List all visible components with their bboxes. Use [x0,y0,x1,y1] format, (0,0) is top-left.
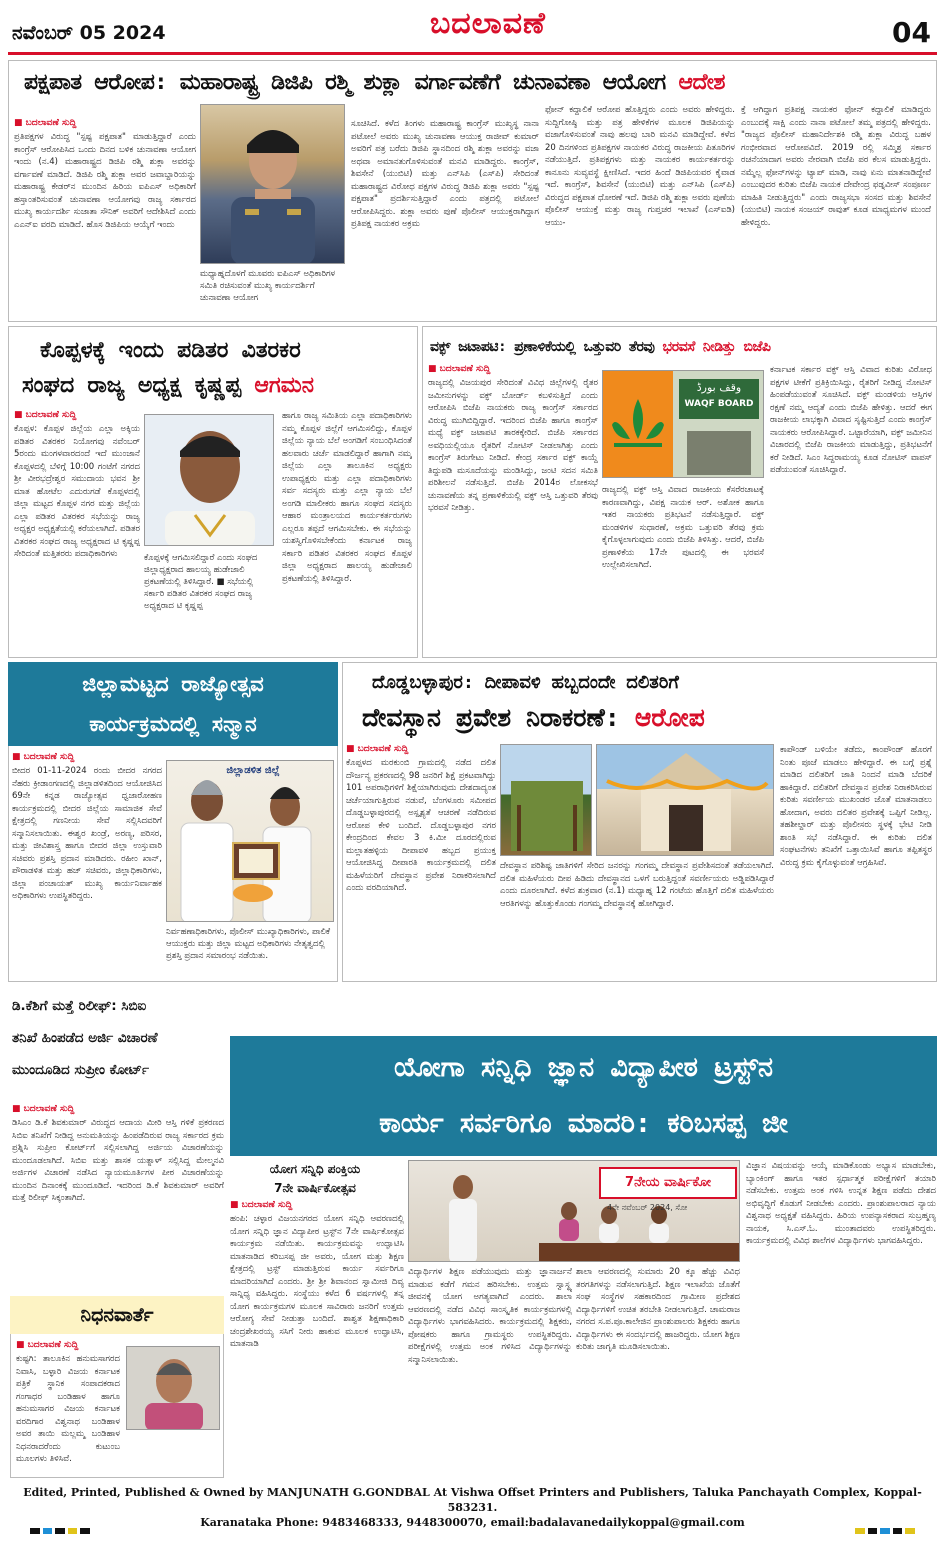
story-waqf-headline-accent: ಭರವಸೆ ನೀಡಿತ್ತು ಬಿಜೆಪಿ [662,339,771,355]
story-temple-headline-line1: ದೊಡ್ಡಬಳ್ಳಾಪುರ: ದೀಪಾವಳಿ ಹಬ್ಬದಂದೇ ದಲಿತರಿಗೆ [372,672,679,693]
story-temple-headline-accent: ಆರೋಪ [634,703,705,732]
story-dgp-byline: ■ ಬದಲಾವಣೆ ಸುದ್ದಿ [14,118,77,128]
story-waqf-col3-text: ಕರ್ನಾಟಕ ಸರ್ಕಾರ ವಕ್ಫ್ ಆಸ್ತಿ ವಿವಾದ ಕುರಿತು ವಿರೋಧ ಪಕ್ಷಗಳ ಟೀಕೆಗೆ ಪ್ರತಿಕ್ರಿಯಿಸಿದ್ದು, ರೈತರಿಗೆ ನೀಡಿದ್ದ ನೋಟಿಸ್ ಹಿಂಪಡೆಯುವಂತೆ ಸೂಚಿಸಿದೆ. ವಕ್ಫ್ ಮಂಡಳಿಯ ಆಸ್ತಿಗಳ ರಕ್ಷಣೆ ನಮ್ಮ ಆದ್ಯತೆ ಎಂದು ಬಿಜೆಪಿ ಹೇಳಿತ್ತು. ಆದರೆ ಈಗ ರಾಜಕೀಯ ಲಾಭಕ್ಕಾಗಿ ವಿವಾದ ಸೃಷ್ಟಿಸುತ್ತಿದೆ ಎಂದು ಕಾಂಗ್ರೆಸ್ ನಾಯಕರು ಆರೋಪಿಸಿದ್ದಾರೆ. ಒಟ್ಟಾರೆಯಾಗಿ, ವಕ್ಫ್ ಜಮೀನಿನ ವಿಚಾರದಲ್ಲಿ ಬಿಜೆಪಿ ರಾಜಕೀಯ ಮಾಡುತ್ತಿದ್ದು, ಪ್ರತಿಭಟನೆಗೆ ಕರೆ ನೀಡಿದೆ. ಸಿಎಂ ಸಿದ್ದರಾಮಯ್ಯ ಕೂಡ ನೋಟಿಸ್ ವಾಪಸ್ ಪಡೆಯುವಂತೆ ಸೂಚಿಸಿದ್ದಾರೆ. [770,365,932,475]
waqf-sign-text: WAQF BOARD [684,399,754,409]
president-portrait-illustration [145,415,274,546]
story-waqf-col3 [770,364,932,654]
story-temple-photo-right [596,744,774,856]
story-dgp-col3-text: ಸೂಚಿಸಿದೆ. ಕಳೆದ ತಿಂಗಳು ಮಹಾರಾಷ್ಟ್ರ ಕಾಂಗ್ರೆಸ್ ಮುಖ್ಯಸ್ಥ ನಾನಾ ಪಟೋಲೆ ಅವರು ಮುಖ್ಯ ಚುನಾವಣಾ ಆಯುಕ್ತ ರಾಜೀವ್ ಕುಮಾರ್ ಅವರಿಗೆ ಪತ್ರ ಬರೆದು ಡಿಜಿಪಿ ಸ್ಥಾನದಿಂದ ರಶ್ಮಿ ಶುಕ್ಲಾ ಅವರನ್ನು ವಜಾ ಅಥವಾ ಅಮಾನತುಗೊಳಿಸುವಂತೆ ಮನವಿ ಮಾಡಿದ್ದರು. ಕಾಂಗ್ರೆಸ್, ಶಿವಸೇನೆ (ಯುಬಿಟಿ) ಮತ್ತು ಎನ್‌ಸಿಪಿ (ಎಸ್‌ಪಿ) ಸೇರಿದಂತೆ ಮಹಾರಾಷ್ಟ್ರದ ವಿರೋಧ ಪಕ್ಷಗಳ ವಿರುದ್ಧ ಡಿಜಿಪಿ ಶುಕ್ಲಾ ಅವರು "ಸ್ಪಷ್ಟ ಪಕ್ಷಪಾತ" ಪ್ರದರ್ಶಿಸುತ್ತಿದ್ದಾರೆ ಎಂದು ಪತ್ರದಲ್ಲಿ ಪಟೋಲೆ ಆರೋಪಿಸಿದ್ದರು. ಶುಕ್ಲಾ ಅವರು ಪುಣೆ ಪೊಲೀಸ್ ಆಯುಕ್ತರಾಗಿದ್ದಾಗ ಪ್ರತಿಪಕ್ಷ ನಾಯಕರ ಅಕ್ರಮ [351,119,539,229]
story-dks-byline: ■ ಬದಲಾವಣೆ ಸುದ್ದಿ [12,1104,75,1114]
story-dgp-photo [200,104,345,264]
story-ration-col3-text: ಹಾಗೂ ರಾಜ್ಯ ಸಮಿತಿಯ ಎಲ್ಲಾ ಪದಾಧಿಕಾರಿಗಳು ನಮ್ಮ ಕೊಪ್ಪಳ ಜಿಲ್ಲೆಗೆ ಆಗಮಿಸಲಿದ್ದು, ಕೊಪ್ಪಳ ಜಿಲ್ಲೆಯ ನ್ಯಾಯ ಬೆಲೆ ಅಂಗಡಿಗೆ ಸಂಬಂಧಿಸಿದಂತೆ ಹಲವಾರು ಚರ್ಚೆ ಮಾಡಲಿದ್ದಾರೆ ಹಾಗಾಗಿ ನಮ್ಮ ಜಿಲ್ಲೆಯ ಎಲ್ಲಾ ತಾಲೂಕಿನ ಅಧ್ಯಕ್ಷರು ಉಪಾಧ್ಯಕ್ಷರು ಮತ್ತು ಎಲ್ಲಾ ಪದಾಧಿಕಾರಿಗಳು ಸರ್ವ ಸದಸ್ಯರು ಮತ್ತು ಎಲ್ಲಾ ನ್ಯಾಯ ಬೆಲೆ ಅಂಗಡಿ ಮಾಲೀಕರು ಹಾಗೂ ಸಂಘದ ಸದಸ್ಯರು ಆಹಾರ ಮಂತ್ರಾಲಯದ ಕಾರ್ಯಕರ್ತರುಗಳು ಎಲ್ಲರೂ ತಪ್ಪದೆ ಆಗಮಿಸಬೇಕು. ಈ ಸಭೆಯನ್ನು ಯಶಸ್ವಿಗೊಳಿಸಬೇಕೆಂದು ಕರ್ನಾಟಕ ರಾಜ್ಯ ಸರ್ಕಾರಿ ಪಡಿತರ ವಿತರಕರ ಸಂಘದ ಕೊಪ್ಪಳ ಜಿಲ್ಲಾ ಅಧ್ಯಕ್ಷರಾದ ಹಾಲಯ್ಯ ಹುಡೇಜಾಲಿ ಪ್ರಕಟಣೆಯಲ್ಲಿ ತಿಳಿಸಿದ್ದಾರೆ. [282,411,412,584]
story-yoga-col4 [746,1160,936,1482]
imprint-line1: Edited, Printed, Published & Owned by MANJUNATH G.GONDBAL At Vishwa Offset Printers and Publishers, Taluka Panchayath Complex, Koppal-583231. [23,1486,922,1514]
story-yoga-col3 [576,1266,740,1482]
page-number: 04 [892,16,931,49]
imprint-footer [0,1485,945,1542]
story-waqf-byline: ■ ಬದಲಾವಣೆ ಸುದ್ದಿ [428,364,491,374]
temple-gate-illustration [597,745,774,856]
temple-canopy-illustration [501,745,592,856]
story-dks-headline-line3: ಮುಂದೂಡಿದ ಸುಪ್ರೀಂ ಕೋರ್ಟ್ [12,1062,149,1078]
story-yoga-subheading [230,1160,400,1198]
ceremony-backdrop-text: ಜಿಲ್ಲಾಡಳಿತ ಜಿಲ್ಲೆ [226,765,280,776]
waqf-sign-urdu: وقف بورڈ [696,381,742,394]
story-yoga-col4-text: ವಿಜ್ಞಾನ ವಿಷಯವನ್ನು ಆಯ್ಕೆ ಮಾಡಿಕೊಂಡು ಅಭ್ಯಾಸ ಮಾಡಬೇಕು, ಬ್ಯಾಂಕಿಂಗ್ ಹಾಗೂ ಇತರ ಸ್ಪರ್ಧಾತ್ಮಕ ಪರೀಕ್ಷೆಗಳಿಗೆ ತಯಾರಿ ನಡೆಸಬೇಕು. ಉತ್ತಮ ಅಂಕ ಗಳಿಸಿ ಉನ್ನತ ಶಿಕ್ಷಣ ಪಡೆದು ದೇಶದ ಅಭಿವೃದ್ಧಿಗೆ ಕೊಡುಗೆ ನೀಡಬೇಕು ಎಂದರು. ಪ್ರಾಂಶುಪಾಲರಾದ ನ್ಯಾಯ ವಿಶ್ವನಾಥ ಅಧ್ಯಕ್ಷತೆ ವಹಿಸಿದ್ದರು. ಹಿರಿಯ ಉಪನ್ಯಾಸಕರಾದ ಸುಬ್ರಹ್ಮಣ್ಯ ನಾಯಕ, ಸಿ.ಎಸ್.ಓ. ಮುಂತಾದವರು ಉಪಸ್ಥಿತರಿದ್ದರು. ಕಾರ್ಯಕ್ರಮದಲ್ಲಿ ವಿವಿಧ ಶಾಲೆಗಳ ವಿದ್ಯಾರ್ಥಿಗಳು ಭಾಗವಹಿಸಿದ್ದರು. [746,1161,936,1246]
story-ration-col3 [282,410,412,654]
story-dgp-headline-accent: ಆದೇಶ [678,70,725,95]
story-dks-headline-line2: ತನಿಖೆ ಹಿಂಪಡೆದ ಅರ್ಜಿ ವಿಚಾರಣೆ [12,1030,158,1046]
story-obituary-body [16,1340,120,1476]
story-ration-col1 [14,410,140,654]
story-temple-col3-text: ಕಾಪೌಂಡ್ ಬಳಿಯೇ ತಡೆದು, ಕಾಂಪೌಂಡ್ ಹೊರಗೆ ನಿಂತು ಪೂಜೆ ಮಾಡಲು ಹೇಳಿದ್ದಾರೆ. ಈ ಬಗ್ಗೆ ಪ್ರಶ್ನೆ ಮಾಡಿದ ದಲಿತರಿಗೆ ಜಾತಿ ನಿಂದನೆ ಮಾಡಿ ಬೆದರಿಕೆ ಹಾಕಿದ್ದಾರೆ. ದಲಿತರಿಗೆ ದೇವಸ್ಥಾನ ಪ್ರವೇಶ ನಿರಾಕರಿಸಿರುವ ಕುರಿತು ಸವರ್ಣೀಯ ಮುಖಂಡರ ಜೊತೆ ಮಾತನಾಡಲು ಹೋದಾಗ, ಅವರು ದಲಿತರ ಪ್ರವೇಶಕ್ಕೆ ಒಪ್ಪಿಗೆ ನೀಡಿಲ್ಲ. ತಹಶೀಲ್ದಾರ್ ಮತ್ತು ಪೊಲೀಸರು ಸ್ಥಳಕ್ಕೆ ಭೇಟಿ ನೀಡಿ ಶಾಂತಿ ಸಭೆ ನಡೆಸಿದ್ದಾರೆ. ಈ ಕುರಿತು ದಲಿತ ಸಂಘಟನೆಗಳು ತನಿಖೆಗೆ ಒತ್ತಾಯಿಸಿವೆ ಹಾಗೂ ತಪ್ಪಿತಸ್ಥರ ವಿರುದ್ಧ ಕ್ರಮ ಕೈಗೊಳ್ಳುವಂತೆ ಆಗ್ರಹಿಸಿವೆ. [780,745,932,868]
story-waqf-headline-text: ವಕ್ಫ್ ಜಟಾಪಟಿ: ಪ್ರಣಾಳಿಕೆಯಲ್ಲಿ ಒತ್ತುವರಿ ತೆರವು [430,339,655,355]
story-dgp-headline [24,66,929,100]
story-dks-headline-line1: ಡಿ.ಕೆಶಿಗೆ ಮತ್ತೆ ರಿಲೀಫ್: ಸಿಬಿಐ [12,998,147,1014]
story-rajyotsava-col1-text: ಬೀದರ 01-11-2024 ರಂದು ಬೀದರ ನಗರದ ನೆಹರು ಕ್ರೀಡಾಂಗಣದಲ್ಲಿ ಜಿಲ್ಲಾಡಳಿತದಿಂದ ಆಯೋಜಿಸಿದ 69ನೇ ಕನ್ನಡ ರಾಜ್ಯೋತ್ಸವ ಧ್ವಜಾರೋಹಣ ಕಾರ್ಯಕ್ರಮದಲ್ಲಿ ಬೀದರ ಜಿಲ್ಲೆಯ ಸಾಮಾಜಿಕ ಸೇವೆ ಕ್ಷೇತ್ರದಲ್ಲಿ ಗಣನೀಯ ಸೇವೆ ಸಲ್ಲಿಸಿದವರಿಗೆ ಸನ್ಮಾನಿಸಲಾಯಿತು. ಈಶ್ವರ ಖಂಡ್ರೆ, ಅರಣ್ಯ, ಪರಿಸರ, ಮತ್ತು ಜೀವಿಶಾಸ್ತ್ರ ಹಾಗೂ ಬೀದರ ಜಿಲ್ಲಾ ಉಸ್ತುವಾರಿ ಸಚಿವರು ಪ್ರಶಸ್ತಿ ಪ್ರದಾನ ಮಾಡಿದರು. ರಹೀಂ ಖಾನ್, ಪೌರಾಡಳಿತ ಮತ್ತು ಹಜ್ ಸಚಿವರು, ಜಿಲ್ಲಾಧಿಕಾರಿಗಳು, ಜಿಲ್ಲಾ ಪಂಚಾಯತ್ ಮುಖ್ಯ ಕಾರ್ಯನಿರ್ವಾಹಕ ಅಧಿಕಾರಿಗಳು ಉಪಸ್ಥಿತರಿದ್ದರು. [12,766,162,901]
story-temple-col2 [500,860,774,978]
story-rajyotsava-headline-band [8,662,338,746]
story-temple-photo-left [500,744,592,856]
story-obituary-byline: ■ ಬದಲಾವಣೆ ಸುದ್ದಿ [16,1340,79,1350]
newspaper-logo: ಬದಲಾವಣೆ [430,6,546,41]
story-rajyotsava-photo [166,760,334,922]
story-dgp-col4-text: ಫೋನ್ ಕದ್ದಾಲಿಕೆ ಆರೋಪ ಹೊತ್ತಿದ್ದರು ಎಂದು ಅವರು ಹೇಳಿದ್ದರು. ಸುದ್ದಿಗೋಷ್ಠಿ ಮತ್ತು ಪತ್ರ ಹೇಳಿಕೆಗಳ ಮೂಲಕ ಡಿಜಿಪಿಯನ್ನು ವಜಾಗೊಳಿಸುವಂತೆ ನಾವು ಹಲವು ಬಾರಿ ಮನವಿ ಮಾಡಿದ್ದೇವೆ. ಕಳೆದ 20 ದಿನಗಳಿಂದ ಪ್ರತಿಪಕ್ಷಗಳ ನಾಯಕರ ವಿರುದ್ಧ ರಾಜಕೀಯ ಪಿತೂರಿಗಳ ನಡೆಯುತ್ತಿದೆ. ಪ್ರತಿಪಕ್ಷಗಳು ಮತ್ತು ನಾಯಕರ ಕಾರ್ಯಕರ್ತರನ್ನು ಕಾನೂನು ಸುವ್ಯವಸ್ಥೆ ಕ್ಷೀಣಿಸಿದೆ. ಇದರ ಹಿಂದೆ ಡಿಜಿಪಿಯವರ ಕೈವಾಡ ಇದೆ. ಕಾಂಗ್ರೆಸ್, ಶಿವಸೇನೆ (ಯುಬಿಟಿ) ಮತ್ತು ಎನ್‌ಸಿಪಿ (ಎಸ್‌ಪಿ) ವಿರುದ್ಧದ ಪಕ್ಷಪಾತ ಧೋರಣೆ ಇದೆ. ಡಿಜಿಪಿ ರಶ್ಮಿ ಶುಕ್ಲಾ ಅವರು ಪುಣೆಯ ಪೊಲೀಸ್ ಆಯುಕ್ತೆ ಮತ್ತು ರಾಜ್ಯ ಗುಪ್ತಚರ ಇಲಾಖೆ (ಎಸ್‌ಐಡಿ) ಆಯು- [545,105,735,228]
story-yoga-subheading-line2: 7ನೇ ವಾರ್ಷಿಕೋತ್ಸವ [274,1181,356,1195]
story-waqf-col1-text: ರಾಜ್ಯದಲ್ಲಿ ವಿಜಯಪುರ ಸೇರಿದಂತೆ ವಿವಿಧ ಜಿಲ್ಲೆಗಳಲ್ಲಿ ರೈತರ ಜಮೀನುಗಳನ್ನು ವಕ್ಫ್ ಬೋರ್ಡ್ ಕಬಳಿಸುತ್ತಿದೆ ಎಂದು ಆರೋಪಿಸಿ ಬಿಜೆಪಿ ನಾಯಕರು ರಾಜ್ಯ ಕಾಂಗ್ರೆಸ್ ಸರ್ಕಾರದ ವಿರುದ್ಧ ಮುಗಿಬಿದ್ದಿದ್ದಾರೆ. ಇದರಿಂದ ಬಿಜೆಪಿ ಹಾಗೂ ಕಾಂಗ್ರೆಸ್ ಮಧ್ಯೆ ವಕ್ಫ್ ಜಟಾಪಟಿ ತಾರಕಕ್ಕೇರಿದೆ. ಬಿಜೆಪಿ ಸರ್ಕಾರದ ಅವಧಿಯಲ್ಲಿಯೂ ರೈತರಿಗೆ ನೋಟಿಸ್ ನೀಡಲಾಗಿತ್ತು ಎಂದು ಕಾಂಗ್ರೆಸ್ ತಿರುಗೇಟು ನೀಡಿದೆ. ಕೇಂದ್ರ ಸರ್ಕಾರ ವಕ್ಫ್ ಕಾಯ್ದೆ ತಿದ್ದುಪಡಿ ಮಸೂದೆಯನ್ನು ಮಂಡಿಸಿದ್ದು, ಜಂಟಿ ಸದನ ಸಮಿತಿ ಪರಿಶೀಲನೆ ನಡೆಸುತ್ತಿದೆ. ಬಿಜೆಪಿ 2014ರ ಲೋಕಸಭೆ ಚುನಾವಣೆಯ ತನ್ನ ಪ್ರಣಾಳಿಕೆಯಲ್ಲಿ ವಕ್ಫ್ ಆಸ್ತಿ ಒತ್ತುವರಿ ತೆರವು ಭರವಸೆ ನೀಡಿತ್ತು. [428,378,598,513]
story-waqf-headline [430,334,930,360]
story-yoga-col2-text: ವಿದ್ಯಾರ್ಥಿಗಳ ಶಿಕ್ಷಣ ಪಡೆಯುವುದು ಮತ್ತು ಜ್ಞಾನಾರ್ಜನೆ ಮಾಡುವ ಕಡೆಗೆ ಗಮನ ಹರಿಸಬೇಕು. ಉತ್ತಮ ಸ್ವಾಸ್ಥ್ಯ ಜೀವನಕ್ಕೆ ಯೋಗ ಅಗತ್ಯವಾಗಿದೆ ಎಂದರು. ಶಾಲಾ ಆವರಣದಲ್ಲಿ ನಡೆದ ವಿವಿಧ ಸಾಂಸ್ಕೃತಿಕ ಕಾರ್ಯಕ್ರಮಗಳಲ್ಲಿ ವಿದ್ಯಾರ್ಥಿಗಳು ಭಾಗವಹಿಸಿದರು. ಕಾರ್ಯಕ್ರಮದಲ್ಲಿ ಶಿಕ್ಷಕರು, ಪೋಷಕರು ಹಾಗೂ ಗ್ರಾಮಸ್ಥರು ಉಪಸ್ಥಿತರಿದ್ದರು. ಪರೀಕ್ಷೆಗಳಲ್ಲಿ ಉತ್ತಮ ಅಂಕ ಗಳಿಸಿದ ವಿದ್ಯಾರ್ಥಿಗಳನ್ನು ಸನ್ಮಾನಿಸಲಾಯಿತು. [408,1267,572,1365]
story-obituary-body-text: ಕುಷ್ಟಗಿ: ತಾಲೂಕಿನ ಹನುಮಸಾಗರದ ನಿವಾಸಿ, ಬಳ್ಳಾರಿ ವಿಜಯ ಕರ್ನಾಟಕ ಪತ್ರಿಕೆ ಸ್ಥಾನಿಕ ಸಂಪಾದಕರಾದ ಗಂಗಾಧರ ಬಂಡಿಹಾಳ ಹಾಗೂ ಹನುಮಸಾಗರ ವಿಜಯ ಕರ್ನಾಟಕ ವರದಿಗಾರ ವಿಶ್ವನಾಥ ಬಂಡಿಹಾಳ ಅವರ ತಾಯಿ ಮಲ್ಲಮ್ಮ ಬಂಡಿಹಾಳ ನಿಧನರಾದರೆಂದು ಕುಟುಂಬ ಮೂಲಗಳು ತಿಳಿಸಿವೆ. [16,1354,120,1464]
story-ration-headline-line2-text: ಸಂಘದ ರಾಜ್ಯ ಅಧ್ಯಕ್ಷ ಕೃಷ್ಣಪ್ಪ [22,373,242,398]
registration-marks-left [30,1528,90,1534]
story-ration-headline-accent: ಆಗಮನ [254,373,314,398]
story-rajyotsava-col1 [12,752,162,978]
masthead [0,0,945,60]
story-rajyotsava-headline-line1: ಜಿಲ್ಲಾಮಟ್ಟದ ರಾಜ್ಯೋತ್ಸವ [82,672,264,696]
story-yoga-headline-line1: ಯೋಗಾ ಸನ್ನಿಧಿ ಜ್ಞಾನ ವಿದ್ಯಾಪೀಠ ಟ್ರಸ್ಟ್‌ನ [393,1052,774,1083]
story-yoga-subheading-line1: ಯೋಗ ಸನ್ನಿಧಿ ಪಂಕ್ತಿಯ [269,1162,361,1176]
masthead-rule [8,52,937,55]
story-temple-col3 [780,744,932,978]
anniversary-banner-date: 4ನೇ ನವೆಂಬರ್ 2024, ಸೋ [607,1203,688,1212]
story-temple-byline: ■ ಬದಲಾವಣೆ ಸುದ್ದಿ [346,744,409,754]
story-temple-headline-line2-text: ದೇವಸ್ಥಾನ ಪ್ರವೇಶ ನಿರಾಕರಣೆ: [362,703,620,732]
award-ceremony-illustration [167,761,334,922]
story-ration-byline: ■ ಬದಲಾವಣೆ ಸುದ್ದಿ [14,410,77,420]
story-temple-col2-text: ದೇವಸ್ಥಾನ ಪರಿಶಿಷ್ಟ ಜಾತಿಗಳಿಗೆ ಸೇರಿದ ಜನರನ್ನು ಗಂಗಮ್ಮ ದೇವಸ್ಥಾನ ಪ್ರವೇಶಿಸದಂತೆ ತಡೆಯಲಾಗಿದೆ. ದಲಿತ ಮಹಿಳೆಯರು ದೀಪ ಹಿಡಿದು ದೇವಸ್ಥಾನದ ಒಳಗೆ ಬರುತ್ತಿದ್ದಂತೆ ಸವರ್ಣೀಯರು ಅಡ್ಡಿಪಡಿಸಿದ್ದಾರೆ ಎಂದು ದೂರಲಾಗಿದೆ. ಕಳೆದ ಶುಕ್ರವಾರ (ನ.1) ಮಧ್ಯಾಹ್ನ 12 ಗಂಟೆಯ ಹೊತ್ತಿಗೆ ದಲಿತ ಮಹಿಳೆಯರು ಆರತಿಗಳನ್ನು ಹೊತ್ತುಕೊಂಡು ಗಂಗಮ್ಮ ದೇವಸ್ಥಾನಕ್ಕೆ ಹೋಗಿದ್ದಾರೆ. [500,861,774,909]
story-yoga-photo [408,1160,740,1262]
story-waqf-col1 [428,364,598,654]
officer-portrait-illustration [201,105,345,264]
story-ration-photo-caption: ಕೊಪ್ಪಳಕ್ಕೆ ಆಗಮಿಸಲಿದ್ದಾರೆ ಎಂದು ಸಂಘದ ಜಿಲ್ಲಾಧ್ಯಕ್ಷರಾದ ಹಾಲಯ್ಯ ಹುಡೇಜಾಲಿ ಪ್ರಕಟಣೆಯಲ್ಲಿ ತಿಳಿಸಿದ್ದಾರೆ. ■ ಸಭೆಯಲ್ಲಿ ಸರ್ಕಾರಿ ಪಡಿತರ ವಿತರಕರ ಸಂಘದ ರಾಜ್ಯ ಅಧ್ಯಕ್ಷರಾದ ಟಿ ಕೃಷ್ಣಪ್ಪ [144,553,258,611]
story-waqf-photo [602,370,764,478]
issue-date: ನವೆಂಬರ್ 05 2024 [12,22,166,44]
story-dgp-col4 [545,104,735,318]
story-yoga-col1-text: ಹಂಪಿ: ಚಳ್ಳಾರ ವಿಜಯನಗರದ ಯೋಗ ಸನ್ನಿಧಿ ಆವರಣದಲ್ಲಿ ಯೋಗ ಸನ್ನಿಧಿ ಜ್ಞಾನ ವಿದ್ಯಾಪೀಠ ಟ್ರಸ್ಟ್‌ನ 7ನೇ ವಾರ್ಷಿಕೋತ್ಸವ ಕಾರ್ಯಕ್ರಮ ನಡೆಯಿತು. ಕಾರ್ಯಕ್ರಮವನ್ನು ಉದ್ಘಾಟಿಸಿ ಮಾತನಾಡಿದ ಕರಿಬಸಪ್ಪ ಜೀ ಅವರು, ಯೋಗ ಮತ್ತು ಶಿಕ್ಷಣ ಕ್ಷೇತ್ರದಲ್ಲಿ ಟ್ರಸ್ಟ್ ಮಾಡುತ್ತಿರುವ ಕಾರ್ಯ ಸರ್ವರಿಗೂ ಮಾದರಿಯಾಗಿದೆ ಎಂದರು. ಶ್ರೀ ಶ್ರೀ ಶಿವಾನಂದ ಸ್ವಾಮೀಜಿ ದಿವ್ಯ ಸಾನ್ನಿಧ್ಯ ವಹಿಸಿದ್ದರು. ಸಂಸ್ಥೆಯು ಕಳೆದ 6 ವರ್ಷಗಳಲ್ಲಿ ತನ್ನ ಯೋಗ ಕಾರ್ಯಕ್ರಮಗಳ ಮೂಲಕ ಸಾವಿರಾರು ಜನರಿಗೆ ಉತ್ತಮ ಆರೋಗ್ಯ ಸೇವೆ ನೀಡುತ್ತಾ ಬಂದಿದೆ. ಶಾಶ್ವತ ಶಿಕ್ಷಣಾಧಿಕಾರಿ ಚಂದ್ರಶೇಖರಯ್ಯ ಸಸಿಗೆ ನೀರು ಹಾಕುವ ಮೂಲಕ ಉದ್ಘಾಟಿಸಿ, ಮಾತನಾಡಿ [230,1214,404,1349]
story-yoga-byline: ■ ಬದಲಾವಣೆ ಸುದ್ದಿ [230,1200,293,1210]
imprint-line2: Karanataka Phone: 9483468333, 9448300070, email:badalavanedailykoppal@gmail.com [200,1516,745,1529]
story-dks-body-text: ಡಿಸಿಎಂ ಡಿ.ಕೆ ಶಿವಕುಮಾರ್ ವಿರುದ್ಧದ ಆದಾಯ ಮೀರಿ ಆಸ್ತಿ ಗಳಿಕೆ ಪ್ರಕರಣದ ಸಿಬಿಐ ತನಿಖೆಗೆ ನೀಡಿದ್ದ ಅನುಮತಿಯನ್ನು ಹಿಂಪಡೆದಿರುವ ರಾಜ್ಯ ಸರ್ಕಾರದ ಕ್ರಮ ಪ್ರಶ್ನಿಸಿ ಸುಪ್ರೀಂ ಕೋರ್ಟ್‌ಗೆ ಸಲ್ಲಿಸಲಾಗಿದ್ದ ಅರ್ಜಿಯ ವಿಚಾರಣೆಯನ್ನು ಮುಂದೂಡಲಾಗಿದೆ. ಸಿಬಿಐ ಮತ್ತು ಶಾಸಕ ಯತ್ನಾಳ್ ಸಲ್ಲಿಸಿದ್ದ ಮೇಲ್ಮನವಿ ಅರ್ಜಿಗಳ ವಿಚಾರಣೆ ನಡೆಸಿದ ನ್ಯಾಯಮೂರ್ತಿಗಳ ಪೀಠ ವಿಚಾರಣೆಯನ್ನು ಮುಂದಿನ ದಿನಾಂಕಕ್ಕೆ ಮುಂದೂಡಿದೆ. ಇದರಿಂದ ಡಿ.ಕೆ ಶಿವಕುಮಾರ್ ಅವರಿಗೆ ಮತ್ತೆ ರಿಲೀಫ್ ಸಿಕ್ಕಂತಾಗಿದೆ. [12,1118,224,1203]
story-dgp-headline-text: ಪಕ್ಷಪಾತ ಆರೋಪ: ಮಹಾರಾಷ್ಟ್ರ ಡಿಜಿಪಿ ರಶ್ಮಿ ಶುಕ್ಲಾ ವರ್ಗಾವಣೆಗೆ ಚುನಾವಣಾ ಆಯೋಗ [24,70,666,95]
story-rajyotsava-headline-line2: ಕಾರ್ಯಕ್ರಮದಲ್ಲಿ ಸನ್ಮಾನ [89,712,257,736]
story-waqf-col2-text: ರಾಜ್ಯದಲ್ಲಿ ವಕ್ಫ್ ಆಸ್ತಿ ವಿವಾದ ರಾಜಕೀಯ ಕೆಸರೆರಚಾಟಕ್ಕೆ ಕಾರಣವಾಗಿದ್ದು, ವಿಪಕ್ಷ ನಾಯಕ ಆರ್. ಅಶೋಕ ಹಾಗೂ ಇತರ ನಾಯಕರು ಪ್ರತಿಭಟನೆ ನಡೆಸುತ್ತಿದ್ದಾರೆ. ವಕ್ಫ್ ಮಂಡಳಿಗಳ ಸುಧಾರಣೆ, ಅಕ್ರಮ ಒತ್ತುವರಿ ತೆರವು ಕ್ರಮ ಕೈಗೊಳ್ಳಲಾಗುವುದು ಎಂದು ಬಿಜೆಪಿ ತಿಳಿಸಿತ್ತು. ಆದರೆ, ಬಿಜೆಪಿ ಪ್ರಣಾಳಿಕೆಯ 17ನೇ ಪುಟದಲ್ಲಿ ಈ ಭರವಸೆ ಉಲ್ಲೇಖಿಸಲಾಗಿದೆ. [602,485,764,570]
deceased-portrait-illustration [127,1347,220,1430]
story-dgp-col5 [741,104,931,318]
story-yoga-col2 [408,1266,572,1482]
anniversary-banner: 7ನೇಯ ವಾರ್ಷಿಕೋ [599,1167,737,1199]
story-dgp-col3 [351,118,539,318]
obituary-heading: ನಿಧನವಾರ್ತೆ [10,1296,224,1334]
story-yoga-headline-band [230,1036,937,1156]
obituary-photo [126,1346,220,1430]
story-dks-headline [12,990,222,1086]
story-dgp-col1 [14,118,196,318]
story-ration-col1-text: ಕೊಪ್ಪಳ: ಕೊಪ್ಪಳ ಜಿಲ್ಲೆಯ ಎಲ್ಲಾ ಅಕ್ಕಿಯ ಪಡಿತರ ವಿತರಕರ ನಿಯೋಗವು ನವೆಂಬರ್ 5ರಂದು ಮಂಗಳವಾರದಂದೆ ಇದೆ ಮುಂಜಾನೆ ಕೊಪ್ಪಳದಲ್ಲಿ ಬೆಳಿಗ್ಗೆ 10:00 ಗಂಟೆಗೆ ನಗರದ ಶ್ರೀ ವೀರಭದ್ರೇಶ್ವರ ಸಮುದಾಯ ಭವನ ಶ್ರೀ ಮಾತ ಹೋಟೆಲ ಎದುರುಗಡೆ ಕೊಪ್ಪಳದಲ್ಲಿ ಜಿಲ್ಲಾ ಮಟ್ಟದ ಕೊಪ್ಪಳ ನಗರ ಮತ್ತು ಜಿಲ್ಲೆಯ ಎಲ್ಲಾ ಪಡಿತರ ವಿತರಕರ ಸಭೆಯನ್ನು ರಾಜ್ಯ ಅಧ್ಯಕ್ಷರ ಅಧ್ಯಕ್ಷತೆಯಲ್ಲಿ ಕರೆಯಲಾಗಿದೆ. ಪಡಿತರ ವಿತರಕರ ಸಂಘದ ರಾಜ್ಯ ಅಧ್ಯಕ್ಷರಾದ ಟಿ ಕೃಷ್ಣಪ್ಪ ಸೇರಿದಂತೆ ಮತ್ತಿತರರು ಪದಾಧಿಕಾರಿಗಳು [14,424,140,559]
story-dgp-col5-text: ಕ್ತೆ ಆಗಿದ್ದಾಗ ಪ್ರತಿಪಕ್ಷ ನಾಯಕರ ಫೋನ್ ಕದ್ದಾಲಿಕೆ ಮಾಡಿದ್ದರು ಎಂಬುದಕ್ಕೆ ಸಾಕ್ಷಿ ಎಂದು ನಾನಾ ಪಟೋಲೆ ತಮ್ಮ ಪತ್ರದಲ್ಲಿ ಹೇಳಿದ್ದರು. "ರಾಜ್ಯದ ಪೊಲೀಸ್ ಮಹಾನಿರ್ದೇಶಕಿ ರಶ್ಮಿ ಶುಕ್ಲಾ ವಿರುದ್ಧ ಬಹಳ ಗಂಭೀರವಾದ ಆರೋಪವಿದೆ. 2019 ರಲ್ಲಿ ಸಮ್ಮಿಶ್ರ ಸರ್ಕಾರ ರಚನೆಯಾದಾಗ ಅವರು ನೇರವಾಗಿ ಬಿಜೆಪಿ ಪರ ಕೆಲಸ ಮಾಡುತ್ತಿದ್ದರು. ನಮ್ಮೆಲ್ಲ ಫೋನ್‌ಗಳನ್ನು ಟ್ಯಾಪ್ ಮಾಡಿ, ನಾವು ಏನು ಮಾತನಾಡಿದ್ದೇವೆ ಎಂಬುವುದರ ಕುರಿತು ಬಿಜೆಪಿ ನಾಯಕ ದೇವೇಂದ್ರ ಫಡ್ನವೀಸ್ ಸಂಪೂರ್ಣ ಮಾಹಿತಿ ನೀಡುತ್ತಿದ್ದರು" ಎಂದು ರಾಜ್ಯಸಭಾ ಸಂಸದ ಮತ್ತು ಶಿವಸೇನೆ (ಯುಬಿಟಿ) ನಾಯಕ ಸಂಜಯ್ ರಾವುತ್ ಕೂಡ ಮಾಧ್ಯಮಗಳ ಮುಂದೆ ಹೇಳಿದ್ದರು. [741,105,931,228]
story-yoga-col3-text: ಶಾಲಾ ಆವರಣದಲ್ಲಿ ಸುಮಾರು 20 ಕ್ಕೂ ಹೆಚ್ಚು ವಿವಿಧ ತರಗತಿಗಳನ್ನು ನಡೆಸಲಾಗುತ್ತಿದೆ. ಶಿಕ್ಷಣ ಇಲಾಖೆಯ ಜೊತೆಗೆ ಸಂಘ ಸಂಸ್ಥೆಗಳ ಸಹಕಾರದಿಂದ ಗ್ರಾಮೀಣ ಪ್ರದೇಶದ ವಿದ್ಯಾರ್ಥಿಗಳಿಗೆ ಉಚಿತ ತರಬೇತಿ ನೀಡಲಾಗುತ್ತಿದೆ. ಚಾಮರಾಜ ನಗರದ ಸ.ಪ.ಪೂ.ಕಾಲೇಜಿನ ಪ್ರಾಂಶುಪಾಲರು ಶಿಕ್ಷಕರು ಹಾಗೂ ವಿದ್ಯಾರ್ಥಿಗಳು ಈ ಸಂದರ್ಭದಲ್ಲಿ ಹಾಜರಿದ್ದರು. ಯೋಗ ಶಿಕ್ಷಣ ಕುರಿತು ಜಾಗೃತಿ ಮೂಡಿಸಲಾಯಿತು. [576,1267,740,1352]
story-dgp-col1-text: ಪ್ರತಿಪಕ್ಷಗಳ ವಿರುದ್ಧ "ಸ್ಪಷ್ಟ ಪಕ್ಷಪಾತ" ಮಾಡುತ್ತಿದ್ದಾರೆ ಎಂದು ಕಾಂಗ್ರೆಸ್ ಆರೋಪಿಸಿದ ಒಂದು ದಿನದ ಬಳಿಕ ಚುನಾವಣಾ ಆಯೋಗ ಇಂದು (ನ.4) ಮಹಾರಾಷ್ಟ್ರದ ಡಿಜಿಪಿ ರಶ್ಮಿ ಶುಕ್ಲಾ ಅವರನ್ನು ವರ್ಗಾವಣೆ ಮಾಡಿದೆ. ಡಿಜಿಪಿ ರಶ್ಮಿ ಶುಕ್ಲಾ ಅವರ ಜವಾಬ್ದಾರಿಯನ್ನು ಮಹಾರಾಷ್ಟ್ರ ಕೇಡರ್‌ನ ಮುಂದಿನ ಹಿರಿಯ ಐಪಿಎಸ್ ಅಧಿಕಾರಿಗೆ ಹಸ್ತಾಂತರಿಸುವಂತೆ ಚುನಾವಣಾ ಆಯೋಗವು ರಾಜ್ಯ ಸರ್ಕಾರದ ಮುಖ್ಯ ಕಾರ್ಯದರ್ಶಿ ಸುಜಾತಾ ಸೌನಿಕ್ ಅವರಿಗೆ ಆದೇಶಿಸಿದೆ ಎಂದು ಎಎನ್ಐ ವರದಿ ಮಾಡಿದೆ. ಹೊಸ ಡಿಜಿಪಿಯ ಆಯ್ಕೆಗೆ ಇಂದು [14,132,196,230]
story-yoga-col1 [230,1200,404,1482]
story-dgp-photo-caption: ಮಧ್ಯಾಹ್ನದೊಳಗೆ ಮೂವರು ಐಪಿಎಸ್ ಅಧಿಕಾರಿಗಳ ಸಮಿತಿ ರಚಿಸುವಂತೆ ಮುಖ್ಯ ಕಾರ್ಯದರ್ಶಿಗೆ ಚುನಾವಣಾ ಆಯೋಗ [200,269,336,303]
story-ration-photo [144,414,274,546]
story-yoga-headline-line2: ಕಾರ್ಯ ಸರ್ವರಿಗೂ ಮಾದರಿ: ಕರಿಬಸಪ್ಪ ಜೀ [379,1108,788,1139]
story-rajyotsava-byline: ■ ಬದಲಾವಣೆ ಸುದ್ದಿ [12,752,75,762]
registration-marks-right [855,1528,915,1534]
story-temple-col1-text: ಕೊಪ್ಪಳದ ಮರಕುಂಬಿ ಗ್ರಾಮದಲ್ಲಿ ನಡೆದ ದಲಿತ ದೌರ್ಜನ್ಯ ಪ್ರಕರಣದಲ್ಲಿ 98 ಜನರಿಗೆ ಶಿಕ್ಷೆ ಪ್ರಕಟವಾಗಿದ್ದು 101 ಅಪರಾಧಿಗಳಿಗೆ ಶಿಕ್ಷೆಯಾಗಿರುವುದು ದೇಶದಾದ್ಯಂತ ಚರ್ಚೆಯಾಗುತ್ತಿರುವ ನಡುವೆ, ಬೆಂಗಳೂರು ಸಮೀಪದ ದೊಡ್ಡಬಳ್ಳಾಪುರದಲ್ಲಿ ಅಸ್ಪೃಶ್ಯತೆ ಆಚರಣೆ ನಡೆದಿರುವ ಆರೋಪ ಕೇಳಿ ಬಂದಿದೆ. ದೊಡ್ಡಬಳ್ಳಾಪುರ ನಗರ ಕೇಂದ್ರದಿಂದ ಕೇವಲ 3 ಕಿ.ಮೀ ದೂರದಲ್ಲಿರುವ ಮಲ್ಲಾತಹಳ್ಳಿಯ ದೀಪಾವಳಿ ಹಬ್ಬದ ಪ್ರಯುಕ್ತ ಆಯೋಜಿಸಿದ್ದ ದೀಪಾರತಿ ಕಾರ್ಯಕ್ರಮದಲ್ಲಿ ದಲಿತ ಮಹಿಳೆಯರಿಗೆ ದೇವಸ್ಥಾನ ಪ್ರವೇಶ ನಿರಾಕರಿಸಲಾಗಿದೆ ಎಂದು ವರದಿಯಾಗಿದೆ. [346,758,496,893]
story-ration-headline-line1: ಕೊಪ್ಪಳಕ್ಕೆ ಇಂದು ಪಡಿತರ ವಿತರಕರ [40,338,301,363]
story-temple-headline-line2 [362,698,932,738]
story-waqf-col2 [602,484,764,654]
story-rajyotsava-photo-caption: ನಿರ್ವಹಣಾಧಿಕಾರಿಗಳು, ಪೊಲೀಸ್ ಮುಖ್ಯಾಧಿಕಾರಿಗಳು, ಪಾಲಿಕೆ ಆಯುಕ್ತರು ಮತ್ತು ಜಿಲ್ಲಾ ಮಟ್ಟದ ಅಧಿಕಾರಿಗಳು ನೇತೃತ್ವದಲ್ಲಿ ಪ್ರಶಸ್ತಿ ಪ್ರದಾನ ಸಮಾರಂಭ ನಡೆಯಿತು. [166,927,331,961]
story-dks-body [12,1104,224,1290]
story-temple-col1 [346,744,496,978]
story-ration-headline-line2 [22,368,412,404]
